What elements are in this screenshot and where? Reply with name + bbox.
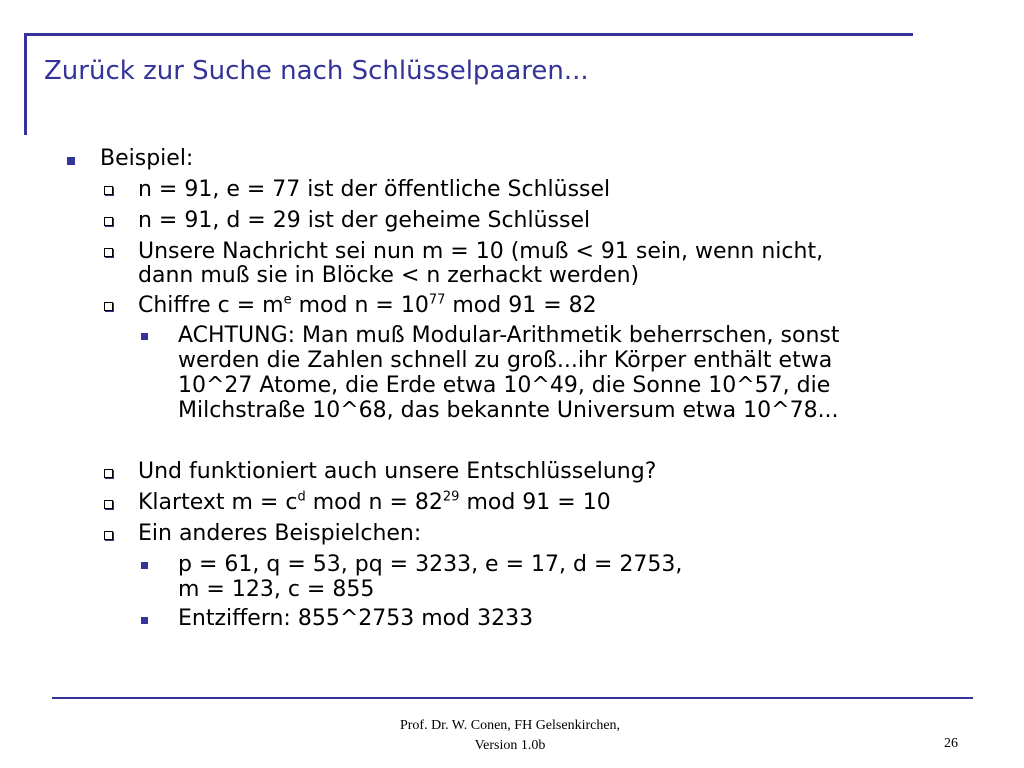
achtung-line1: ACHTUNG: Man muß Modular-Arithmetik beherrschen, sonst bbox=[178, 323, 840, 348]
achtung-line2: werden die Zahlen schnell zu groß...ihr Körper enthält etwa bbox=[178, 348, 833, 373]
footer-divider bbox=[52, 697, 973, 699]
footer-text bbox=[340, 716, 680, 756]
top-border-line bbox=[24, 33, 913, 36]
square-bullet-icon bbox=[141, 562, 148, 569]
hollow-square-bullet-icon bbox=[104, 500, 113, 509]
bullet-chiffre: Chiffre $c = m^e$ mod $n = 10^{77}$ mod 91 = 82 bbox=[138, 292, 597, 318]
bullet-other-example: Ein anderes Beispielchen: bbox=[138, 521, 422, 546]
bullet-private-key: n = 91, d = 29 ist der geheime Schlüssel bbox=[138, 208, 591, 233]
bullet-public-key: n = 91, e = 77 ist der öffentliche Schlüssel bbox=[138, 177, 611, 202]
page-number: 26 bbox=[944, 736, 958, 751]
params-line2: m = 123, c = 855 bbox=[178, 577, 375, 602]
square-bullet-icon bbox=[141, 333, 148, 340]
bullet-beispiel: Beispiel: bbox=[100, 146, 194, 171]
hollow-square-bullet-icon bbox=[104, 248, 113, 257]
bullet-message-line1: Unsere Nachricht sei nun m = 10 (muß < 91 sein, wenn nicht, bbox=[138, 239, 824, 264]
hollow-square-bullet-icon bbox=[104, 302, 113, 311]
footer-version: Version 1.0b bbox=[474, 738, 546, 753]
achtung-line3: 10^27 Atome, die Erde etwa 10^49, die Sonne 10^57, die bbox=[178, 373, 831, 398]
hollow-square-bullet-icon bbox=[104, 531, 113, 540]
params-line1: p = 61, q = 53, pq = 3233, e = 17, d = 2753, bbox=[178, 552, 683, 577]
footer-author: Prof. Dr. W. Conen, FH Gelsenkirchen, bbox=[399, 718, 621, 733]
achtung-line4: Milchstraße 10^68, das bekannte Universum etwa 10^78... bbox=[178, 398, 839, 423]
hollow-square-bullet-icon bbox=[104, 469, 113, 478]
bullet-decrypt-question: Und funktioniert auch unsere Entschlüsselung? bbox=[138, 459, 657, 484]
hollow-square-bullet-icon bbox=[104, 217, 113, 226]
bullet-message-line2: dann muß sie in Blöcke < n zerhackt werden) bbox=[138, 263, 640, 288]
hollow-square-bullet-icon bbox=[104, 186, 113, 195]
slide-title: Zurück zur Suche nach Schlüsselpaaren... bbox=[44, 56, 589, 86]
left-border-line bbox=[24, 33, 27, 135]
bullet-klartext: Klartext $m = c^d$ mod $n = 82^{29}$ mod 91 = 10 bbox=[138, 489, 611, 515]
square-bullet-icon bbox=[67, 157, 75, 165]
bullet-decipher: Entziffern: 855^2753 mod 3233 bbox=[178, 606, 534, 631]
square-bullet-icon bbox=[141, 617, 148, 624]
